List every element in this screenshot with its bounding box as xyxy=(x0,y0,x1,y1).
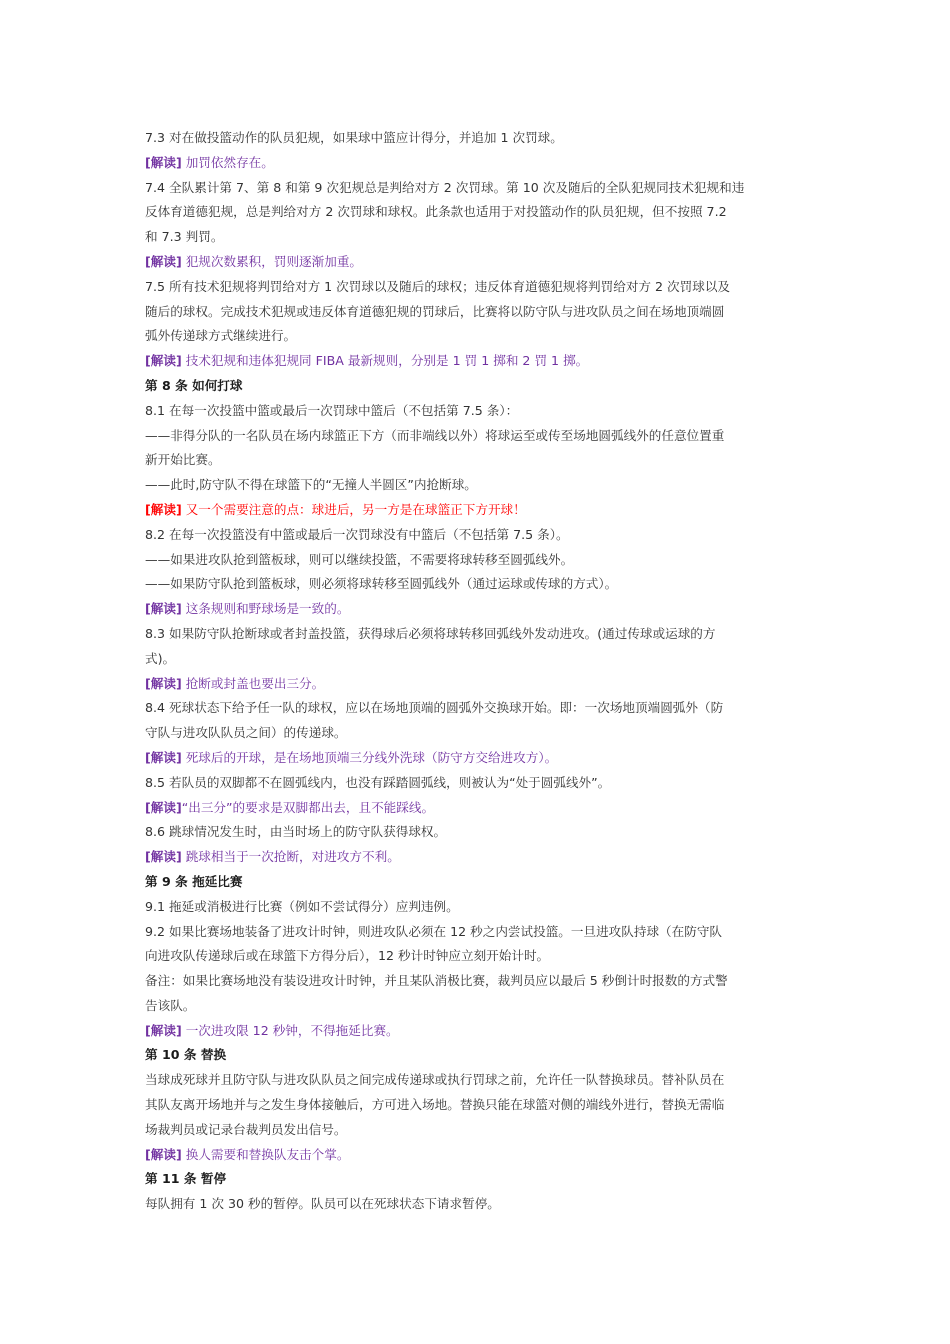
line-text: 一次进攻限 12 秒钟，不得拖延比赛。 xyxy=(181,1022,399,1038)
line-text: 抢断或封盖也要出三分。 xyxy=(181,675,325,691)
rule-text-line xyxy=(145,225,810,250)
line-text: 技术犯规和违体犯规同 FIBA 最新规则，分别是 1 罚 1 掷和 2 罚 1 掷。 xyxy=(181,353,589,369)
rule-text-line xyxy=(145,275,810,300)
rule-text-line xyxy=(145,126,810,151)
rule-text-line xyxy=(145,523,810,548)
rule-text-line xyxy=(145,944,810,969)
section-heading xyxy=(145,870,810,895)
interpretation-tag: [解读] xyxy=(145,749,182,765)
line-text: 守队与进攻队队员之间）的传递球。 xyxy=(145,725,347,741)
section-heading xyxy=(145,374,810,399)
rule-text-line xyxy=(145,473,810,498)
line-text: 死球后的开球，是在场地顶端三分线外洗球（防守方交给进攻方）。 xyxy=(181,749,558,765)
interpretation-line xyxy=(145,498,810,523)
interpretation-line xyxy=(145,796,810,821)
line-text: 7.3 对在做投篮动作的队员犯规，如果球中篮应计得分，并追加 1 次罚球。 xyxy=(145,130,563,145)
interpretation-tag: [解读] xyxy=(145,1022,182,1038)
rule-text-line xyxy=(145,647,810,672)
rule-text-line xyxy=(145,994,810,1019)
interpretation-tag: [解读] xyxy=(145,353,182,369)
interpretation-line xyxy=(145,845,810,870)
line-text: 式)。 xyxy=(145,650,176,666)
line-text: 每队拥有 1 次 30 秒的暂停。队员可以在死球状态下请求暂停。 xyxy=(145,1196,500,1212)
line-text: 8.6 跳球情况发生时，由当时场上的防守队获得球权。 xyxy=(145,824,447,840)
line-text: 当球成死球并且防守队与进攻队队员之间完成传递球或执行罚球之前，允许任一队替换球员。替补队员在 xyxy=(145,1072,725,1088)
line-text: 8.1 在每一次投篮中篮或最后一次罚球中篮后（不包括第 7.5 条）： xyxy=(145,402,519,418)
rule-text-line xyxy=(145,176,810,201)
interpretation-tag: [解读] xyxy=(145,1146,182,1162)
interpretation-tag: [解读] xyxy=(145,601,182,617)
line-text: 第 11 条 暂停 xyxy=(145,1171,227,1187)
rule-text-line xyxy=(145,399,810,424)
line-text: ——非得分队的一名队员在场内球篮正下方（而非端线以外）将球运至或传至场地圆弧线外的任意位置重 xyxy=(145,427,725,443)
interpretation-line xyxy=(145,746,810,771)
interpretation-tag: [解读] xyxy=(145,253,182,269)
rule-text-line xyxy=(145,200,810,225)
rule-text-line xyxy=(145,771,810,796)
line-text: 加罚依然存在。 xyxy=(181,154,274,170)
interpretation-tag: [解读] xyxy=(145,154,182,170)
rule-text-line xyxy=(145,448,810,473)
interpretation-tag: [解读] xyxy=(145,501,182,517)
line-text: 备注：如果比赛场地没有装设进攻计时钟，并且某队消极比赛，裁判员应以最后 5 秒倒计时报数的方式警 xyxy=(145,973,728,989)
interpretation-line xyxy=(145,151,810,176)
interpretation-line xyxy=(145,1143,810,1168)
section-heading xyxy=(145,1043,810,1068)
interpretation-tag: [解读] xyxy=(145,799,182,815)
interpretation-line xyxy=(145,250,810,275)
line-text: 犯规次数累积，罚则逐渐加重。 xyxy=(181,253,363,269)
line-text: 新开始比赛。 xyxy=(145,452,221,468)
interpretation-line xyxy=(145,1019,810,1044)
line-text: 随后的球权。完成技术犯规或违反体育道德犯规的罚球后，比赛将以防守队与进攻队员之间在场地顶端圆 xyxy=(145,303,725,319)
document-page xyxy=(145,126,810,1217)
line-text: “出三分”的要求是双脚都出去，且不能踩线。 xyxy=(181,799,435,815)
rule-text-line xyxy=(145,548,810,573)
section-heading xyxy=(145,1167,810,1192)
rule-text-line xyxy=(145,424,810,449)
rule-text-line xyxy=(145,920,810,945)
rule-text-line xyxy=(145,969,810,994)
line-text: 其队友离开场地并与之发生身体接触后，方可进入场地。替换只能在球篮对侧的端线外进行，替换无需临 xyxy=(145,1097,725,1113)
line-text: 9.1 拖延或消极进行比赛（例如不尝试得分）应判违例。 xyxy=(145,898,459,914)
rule-text-line xyxy=(145,721,810,746)
rule-text-line xyxy=(145,1093,810,1118)
line-text: 场裁判员或记录台裁判员发出信号。 xyxy=(145,1121,347,1137)
line-text: 换人需要和替换队友击个掌。 xyxy=(181,1146,350,1162)
line-text: ——此时,防守队不得在球篮下的“无撞人半圆区”内抢断球。 xyxy=(145,477,477,493)
rule-text-line xyxy=(145,696,810,721)
interpretation-line xyxy=(145,597,810,622)
interpretation-line xyxy=(145,349,810,374)
line-text: 第 9 条 拖延比赛 xyxy=(145,873,243,889)
interpretation-tag: [解读] xyxy=(145,675,182,691)
rule-text-line xyxy=(145,820,810,845)
line-text: ——如果防守队抢到篮板球，则必须将球转移至圆弧线外（通过运球或传球的方式）。 xyxy=(145,576,618,592)
line-text: 向进攻队传递球后或在球篮下方得分后），12 秒计时钟应立刻开始计时。 xyxy=(145,948,550,964)
line-text: 第 8 条 如何打球 xyxy=(145,377,243,393)
line-text: 9.2 如果比赛场地装备了进攻计时钟，则进攻队必须在 12 秒之内尝试投篮。一旦进攻队持球（在防守队 xyxy=(145,923,723,939)
rule-text-line xyxy=(145,324,810,349)
line-text: ——如果进攻队抢到篮板球，则可以继续投篮，不需要将球转移至圆弧线外。 xyxy=(145,551,574,567)
line-text: 跳球相当于一次抢断，对进攻方不利。 xyxy=(181,849,400,865)
rule-text-line xyxy=(145,895,810,920)
interpretation-tag: [解读] xyxy=(145,849,182,865)
line-text: 8.4 死球状态下给予任一队的球权，应以在场地顶端的圆弧外交换球开始。即：一次场地顶端圆弧外（防 xyxy=(145,700,724,716)
rule-text-line xyxy=(145,1192,810,1217)
line-text: 8.5 若队员的双脚都不在圆弧线内，也没有踩踏圆弧线，则被认为“处于圆弧线外”。 xyxy=(145,774,611,790)
line-text: 7.4 全队累计第 7、第 8 和第 9 次犯规总是判给对方 2 次罚球。第 10 次及随后的全队犯规同技术犯规和违 xyxy=(145,179,745,195)
line-text: 8.2 在每一次投篮没有中篮或最后一次罚球没有中篮后（不包括第 7.5 条）。 xyxy=(145,526,569,542)
line-text: 反体育道德犯规，总是判给对方 2 次罚球和球权。此条款也适用于对投篮动作的队员犯规，但不按照 7.2 xyxy=(145,204,727,220)
line-text: 弧外传递球方式继续进行。 xyxy=(145,328,297,344)
rule-text-line xyxy=(145,572,810,597)
line-text: 又一个需要注意的点：球进后，另一方是在球篮正下方开球！ xyxy=(181,501,526,517)
line-text: 8.3 如果防守队抢断球或者封盖投篮，获得球后必须将球转移回弧线外发动进攻。(通过传球或运球的方 xyxy=(145,625,716,641)
interpretation-line xyxy=(145,672,810,697)
line-text: 7.5 所有技术犯规将判罚给对方 1 次罚球以及随后的球权；违反体育道德犯规将判罚给对方 2 次罚球以及 xyxy=(145,278,731,294)
rule-text-line xyxy=(145,300,810,325)
line-text: 这条规则和野球场是一致的。 xyxy=(181,601,350,617)
rule-text-line xyxy=(145,1068,810,1093)
line-text: 第 10 条 替换 xyxy=(145,1047,227,1063)
line-text: 和 7.3 判罚。 xyxy=(145,229,224,245)
line-text: 告该队。 xyxy=(145,997,196,1013)
rule-text-line xyxy=(145,1118,810,1143)
rule-text-line xyxy=(145,622,810,647)
